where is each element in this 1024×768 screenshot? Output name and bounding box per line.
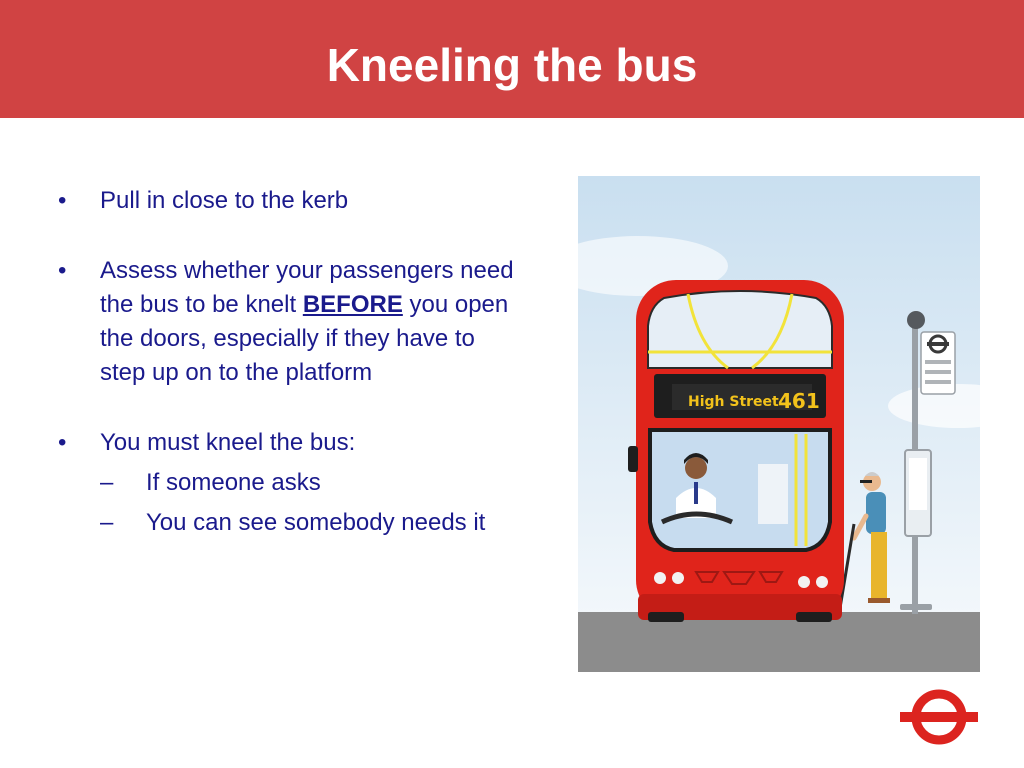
double-decker-bus [628,280,844,622]
bullet-dot: • [58,257,67,284]
bullet-text-3: You must kneel the bus: [100,429,356,456]
bullet-item-2 [58,254,518,390]
sub-bullet-2 [100,506,518,540]
bullet-text-1: Pull in close to the kerb [100,187,349,214]
bullet-dot: • [58,187,67,214]
bullet-text-2-pre: Assess whether your passengers need the bus to be knelt [100,257,514,318]
london-underground-roundel-icon [898,686,980,748]
bus-route-number: 461 [778,389,820,413]
bullet-item-3 [58,426,518,540]
bullet-text-2-emphasis: BEFORE [302,291,403,318]
bus-destination: High Street [688,394,779,410]
bus-illustration [578,146,980,672]
sub-bullet-1 [100,466,518,500]
road [578,612,980,672]
bullet-text-2-post: you open the doors, especially if they have to step up on to the platform [100,291,509,386]
dash: – [100,509,114,536]
sub-bullet-text-1: If someone asks [146,469,321,496]
dash: – [100,469,114,496]
bullet-dot: • [58,429,67,456]
sub-bullet-text-2: You can see somebody needs it [146,509,486,536]
page-title: Kneeling the bus [326,39,698,91]
bullet-item-1 [58,184,518,218]
bullet-list [58,184,518,540]
